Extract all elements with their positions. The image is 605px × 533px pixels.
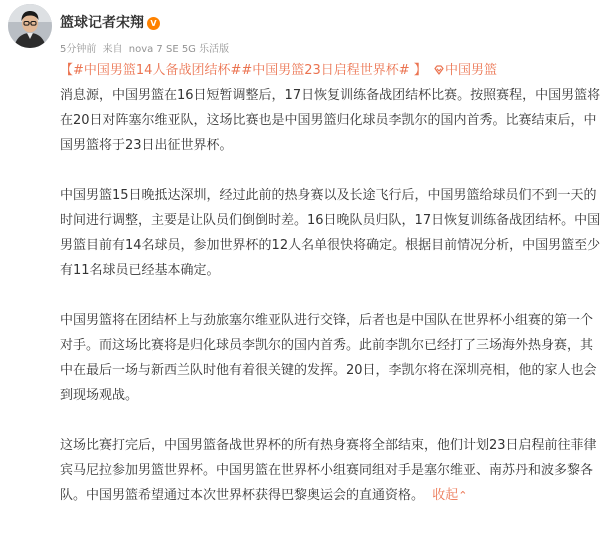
paragraph-2: 中国男篮15日晚抵达深圳，经过此前的热身赛以及长途飞行后，中国男篮给球员们不到一天的时间进行调整，主要是让队员们倒倒时差。16日晚队员归队，17日恢复训练备战团结杯。中国男篮目前有14名球员，参加世界杯的12人名单很快将确定。根据目前情况分析，中国男篮至少有11名球员已经基本确定。 bbox=[60, 188, 601, 278]
paragraph-4 bbox=[60, 433, 605, 508]
headline-bracket-close: 】 bbox=[409, 63, 427, 78]
paragraph-3: 中国男篮将在团结杯上与劲旅塞尔维亚队进行交锋，后者也是中国队在世界杯小组赛的第一个对手。而这场比赛将是归化球员李凯尔的国内首秀。此前李凯尔已经打了三场海外热身赛，其中在最后一场与新西兰队时他有着很关键的发挥。20日，李凯尔将在深圳亮相，他的家人也会到现场观战。 bbox=[60, 313, 597, 403]
post-device: nova 7 SE 5G 乐活版 bbox=[128, 44, 230, 55]
post-meta bbox=[60, 40, 232, 55]
post-time[interactable]: 5分钟前 bbox=[60, 44, 97, 55]
avatar[interactable] bbox=[8, 4, 52, 48]
verified-badge-icon: V bbox=[147, 17, 160, 30]
author-line bbox=[60, 12, 160, 32]
post-source-prefix: 来自 bbox=[102, 44, 123, 55]
author-name[interactable]: 篮球记者宋翔 bbox=[60, 15, 144, 31]
topic-link-1[interactable]: #中国男篮14人备战团结杯# bbox=[73, 63, 242, 78]
post-headline bbox=[60, 58, 605, 83]
supertopic-diamond-icon bbox=[434, 65, 444, 75]
paragraph-4-text: 这场比赛打完后，中国男篮备战世界杯的所有热身赛将全部结束，他们计划23日启程前往菲律宾马尼拉参加男篮世界杯。中国男篮在世界杯小组赛同组对手是塞尔维亚、南苏丹和波多黎各队。中国男篮希望通过本次世界杯获得巴黎奥运会的直通资格。 bbox=[60, 438, 597, 503]
paragraph-1: 消息源，中国男篮在16日短暂调整后，17日恢复训练备战团结杯比赛。按照赛程，中国男篮将在20日对阵塞尔维亚队，这场比赛也是中国男篮归化球员李凯尔的国内首秀。比赛结束后，中国男篮将于23日出征世界杯。 bbox=[60, 88, 601, 153]
topic-link-2[interactable]: #中国男篮23日启程世界杯# bbox=[241, 63, 410, 78]
collapse-button[interactable] bbox=[432, 488, 467, 503]
chevron-up-icon: ⌃ bbox=[458, 489, 468, 502]
avatar-image bbox=[8, 4, 52, 48]
collapse-label: 收起 bbox=[432, 488, 459, 503]
supertopic-link[interactable]: 中国男篮 bbox=[444, 63, 497, 78]
post-content bbox=[60, 58, 605, 533]
headline-bracket-open: 【 bbox=[60, 63, 74, 78]
